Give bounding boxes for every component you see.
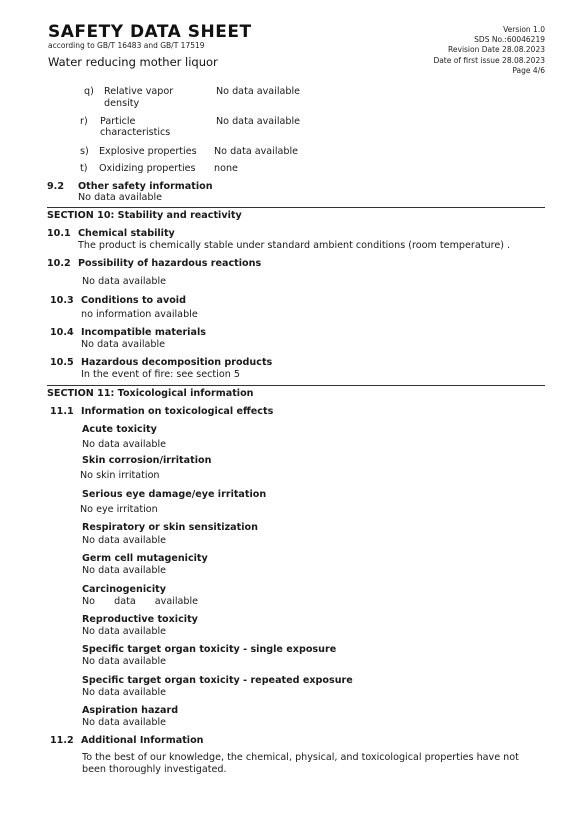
section-number: 10.4 — [50, 327, 74, 338]
section-text: No data available — [81, 339, 166, 350]
effect-heading: Specific target organ toxicity - single exposure — [82, 644, 337, 655]
effect-heading: Acute toxicity — [82, 424, 157, 435]
section-title: SECTION 11: Toxicological information — [47, 388, 254, 399]
property-label-cont: density — [104, 98, 140, 109]
section-text: In the event of fire: see section 5 — [81, 369, 240, 380]
section-text: The product is chemically stable under standard ambient conditions (room temperature) . — [78, 240, 511, 251]
effect-text: No data available — [82, 439, 167, 450]
effect-heading: Carcinogenicity — [82, 584, 166, 595]
section-text: No data available — [78, 192, 163, 203]
effect-text-justified — [82, 596, 198, 607]
effect-text: No skin irritation — [80, 470, 160, 481]
effect-word: No — [82, 596, 96, 607]
property-label: Particle — [100, 116, 136, 127]
effect-text: No data available — [82, 535, 167, 546]
section-number: 11.1 — [50, 406, 74, 417]
effect-text: No data available — [82, 687, 167, 698]
effect-heading: Specific target organ toxicity - repeated exposure — [82, 675, 353, 686]
property-label-cont: characteristics — [100, 127, 171, 138]
effect-word: data — [114, 596, 136, 607]
sds-number: SDS No.:60046219 — [474, 35, 545, 45]
effect-heading: Aspiration hazard — [82, 705, 179, 716]
effect-heading: Skin corrosion/irritation — [82, 455, 212, 466]
section-heading: Conditions to avoid — [81, 295, 186, 306]
product-name: Water reducing mother liquor — [48, 55, 218, 69]
revision-date: Revision Date 28.08.2023 — [448, 45, 545, 55]
section-text-cont: been thoroughly investigated. — [82, 764, 227, 775]
section-divider — [47, 385, 545, 386]
property-value: none — [214, 163, 238, 174]
property-label: Oxidizing properties — [99, 163, 196, 174]
property-value: No data available — [216, 86, 301, 97]
section-text: No data available — [82, 276, 167, 287]
section-number: 11.2 — [50, 735, 74, 746]
effect-text: No eye irritation — [80, 504, 158, 515]
effect-text: No data available — [82, 656, 167, 667]
effect-heading: Reproductive toxicity — [82, 614, 198, 625]
section-number: 10.1 — [47, 228, 71, 239]
standard-reference: according to GB/T 16483 and GB/T 17519 — [48, 41, 205, 50]
version: Version 1.0 — [503, 25, 545, 34]
property-letter: r) — [80, 116, 88, 127]
section-heading: Incompatible materials — [81, 327, 206, 338]
section-heading: Information on toxicological effects — [81, 406, 274, 417]
section-title: SECTION 10: Stability and reactivity — [47, 210, 242, 221]
section-heading: Chemical stability — [78, 228, 175, 239]
document-title: SAFETY DATA SHEET — [48, 22, 252, 42]
effect-heading: Germ cell mutagenicity — [82, 553, 208, 564]
section-number: 10.5 — [50, 357, 74, 368]
effect-text: No data available — [82, 565, 167, 576]
document-meta — [433, 25, 545, 76]
section-heading: Additional Information — [81, 735, 204, 746]
section-text: To the best of our knowledge, the chemical, physical, and toxicological properties have not — [82, 752, 519, 763]
section-number: 9.2 — [47, 181, 64, 192]
property-letter: q) — [84, 86, 94, 97]
effect-heading: Serious eye damage/eye irritation — [82, 489, 267, 500]
section-heading: Hazardous decomposition products — [81, 357, 273, 368]
effect-word: available — [154, 596, 199, 607]
page-number: Page 4/6 — [512, 65, 545, 75]
section-text: no information available — [81, 309, 198, 320]
section-number: 10.3 — [50, 295, 74, 306]
property-value: No data available — [216, 116, 301, 127]
first-issue-date: Date of first issue 28.08.2023 — [433, 55, 545, 65]
effect-heading: Respiratory or skin sensitization — [82, 522, 258, 533]
effect-text: No data available — [82, 717, 167, 728]
property-label: Relative vapor — [104, 86, 174, 97]
section-divider — [47, 207, 545, 208]
section-number: 10.2 — [47, 258, 71, 269]
property-letter: s) — [80, 146, 89, 157]
property-letter: t) — [80, 163, 88, 174]
property-label: Explosive properties — [99, 146, 197, 157]
effect-text: No data available — [82, 626, 167, 637]
section-heading: Possibility of hazardous reactions — [78, 258, 262, 269]
property-value: No data available — [214, 146, 299, 157]
section-heading: Other safety information — [78, 181, 213, 192]
